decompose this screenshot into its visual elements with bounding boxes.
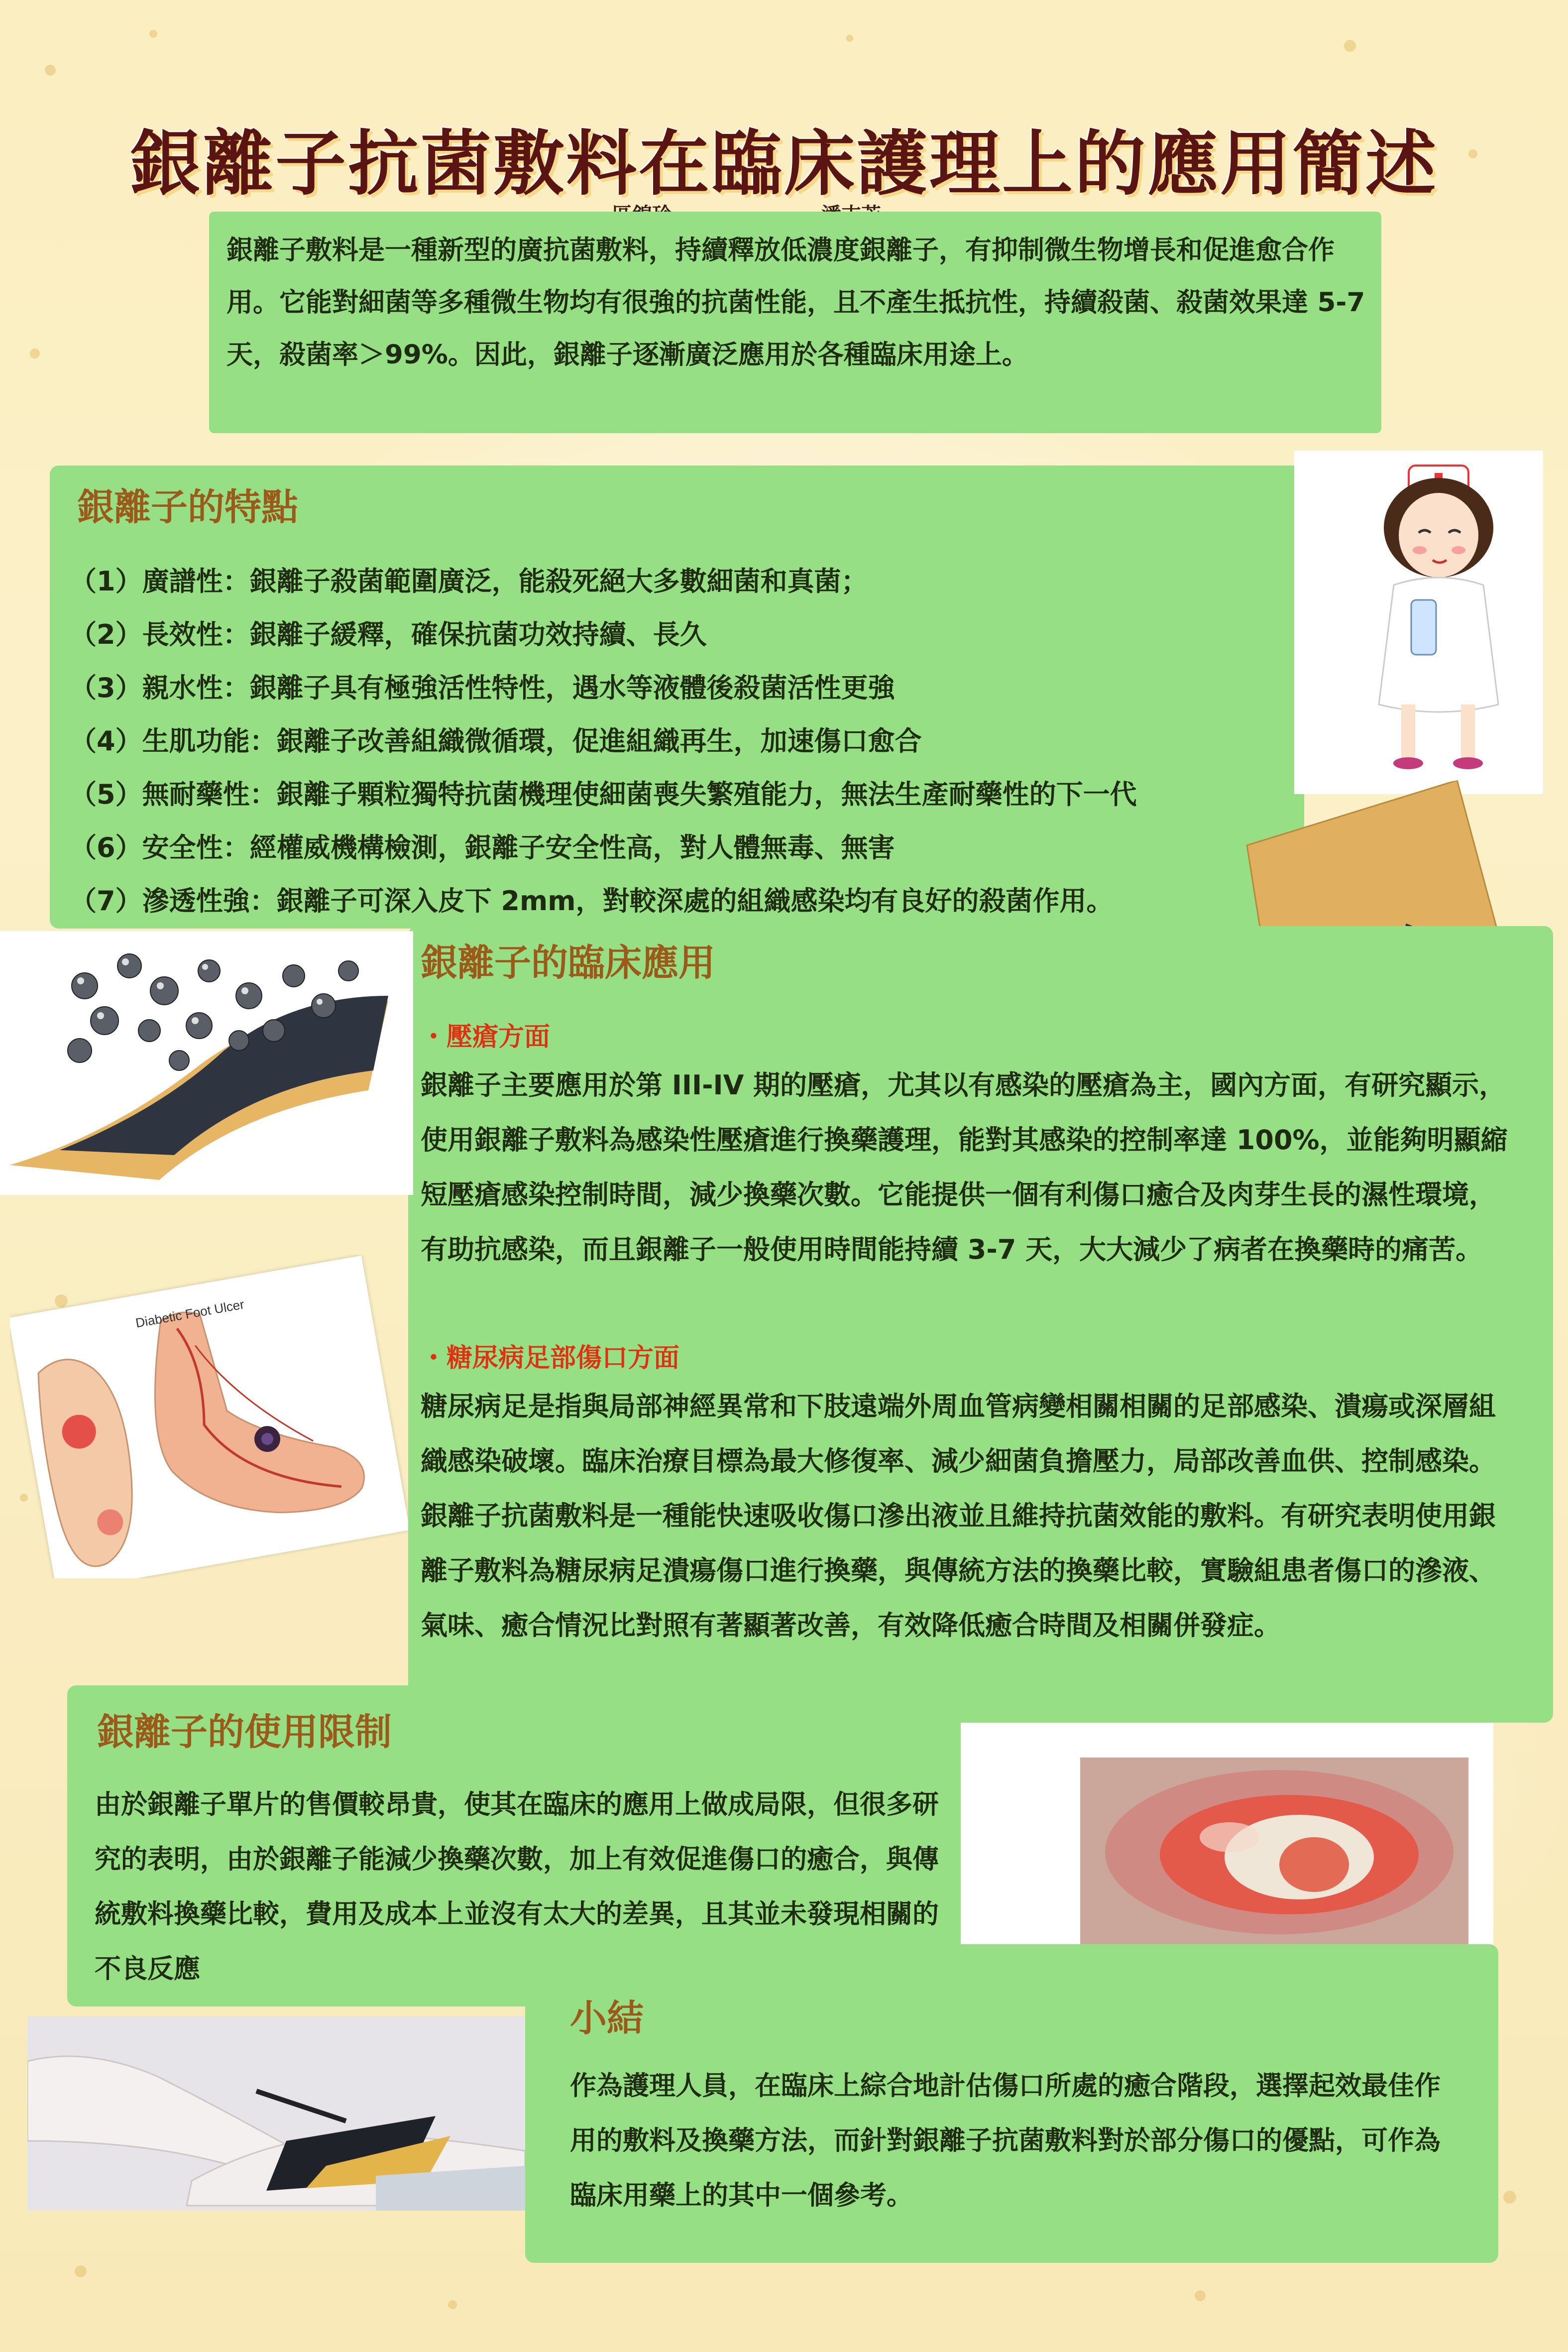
intro-text: 銀離子敷料是一種新型的廣抗菌敷料，持續釋放低濃度銀離子，有抑制微生物增長和促進愈合作用。它能對細菌等多種微生物均有很強的抗菌性能，且不產生抵抗性，持續殺菌、殺菌效果達 5-7 天，殺菌率＞99%。因此，銀離子逐漸廣泛應用於各種臨床用途上。 — [226, 235, 1365, 370]
poster-title: 銀離子抗菌敷料在臨床護理上的應用簡述 — [130, 123, 1438, 205]
wound-image — [961, 1723, 1493, 1977]
feature-item-1: （1）廣譜性：銀離子殺菌範圍廣泛，能殺死絕大多數細菌和真菌； — [70, 566, 868, 597]
feature-item-6: （6）安全性：經權威機構檢測，銀離子安全性高，對人體無毒、無害 — [70, 832, 895, 863]
silver-ions-image — [0, 931, 413, 1195]
feature-item-7: （7）滲透性強：銀離子可深入皮下 2mm，對較深處的組織感染均有良好的殺菌作用。 — [70, 885, 1114, 917]
clinical-heading: 銀離子的臨床應用 — [421, 941, 715, 984]
summary-text: 作為護理人員，在臨床上綜合地計估傷口所處的癒合階段，選擇起效最佳作用的敷料及換藥方法，而針對銀離子抗菌敷料對於部分傷口的優點，可作為臨床用藥上的其中一個參考。 — [570, 2071, 1441, 2211]
feature-item-5: （5）無耐藥性：銀離子顆粒獨特抗菌機理使細菌喪失繁殖能力，無法生產耐藥性的下一代 — [70, 779, 1137, 810]
diabetic-foot-label: Diabetic Foot Ulcer — [134, 1296, 245, 1331]
nurse-illustration — [1294, 451, 1543, 794]
pressure-sore-heading: ・壓瘡方面 — [421, 1022, 551, 1052]
feature-item-4: （4）生肌功能：銀離子改善組織微循環，促進組織再生，加速傷口愈合 — [70, 725, 922, 757]
pressure-sore-text: 銀離子主要應用於第 III-IV 期的壓瘡，尤其以有感染的壓瘡為主，國內方面，有研究顯示，使用銀離子敷料為感染性壓瘡進行換藥護理，能對其感染的控制率達 100%，並能夠明顯縮短壓瘡感染控制時間，減少換藥次數。它能提供一個有利傷口癒合及肉芽生長的濕性環境，有助抗感染，而且銀離子一般使用時間能持續 3-7 天，大大減少了病者在換藥時的痛苦。 — [421, 1069, 1508, 1265]
summary-heading: 小結 — [570, 1997, 644, 2040]
feature-item-3: （3）親水性：銀離子具有極強活性特性，遇水等液體後殺菌活性更強 — [70, 672, 895, 704]
diabetic-foot-image — [10, 1255, 408, 1578]
limits-heading: 銀離子的使用限制 — [97, 1711, 392, 1754]
feature-item-2: （2）長效性：銀離子緩釋，確保抗菌功效持續、長久 — [70, 619, 707, 650]
diabetic-foot-heading: ・糖尿病足部傷口方面 — [421, 1343, 680, 1373]
applying-dressing-image — [27, 2016, 525, 2211]
limits-text: 由於銀離子單片的售價較昂貴，使其在臨床的應用上做成局限，但很多研究的表明，由於銀離子能減少換藥次數，加上有效促進傷口的癒合，與傳統敷料換藥比較，費用及成本上並沒有太大的差異，且其並未發現相關的不良反應 — [95, 1789, 939, 1984]
features-heading: 銀離子的特點 — [77, 486, 298, 529]
diabetic-foot-text: 糖尿病足是指與局部神經異常和下肢遠端外周血管病變相關相關的足部感染、潰瘍或深層組織感染破壞。臨床治療目標為最大修復率、減少細菌負擔壓力，局部改善血供、控制感染。銀離子抗菌敷料是一種能快速吸收傷口滲出液並且維持抗菌效能的敷料。有研究表明使用銀離子敷料為糖尿病足潰瘍傷口進行換藥，與傳統方法的換藥比較，實驗組患者傷口的滲液、氣味、癒合情況比對照有著顯著改善，有效降低癒合時間及相關併發症。 — [421, 1391, 1496, 1641]
